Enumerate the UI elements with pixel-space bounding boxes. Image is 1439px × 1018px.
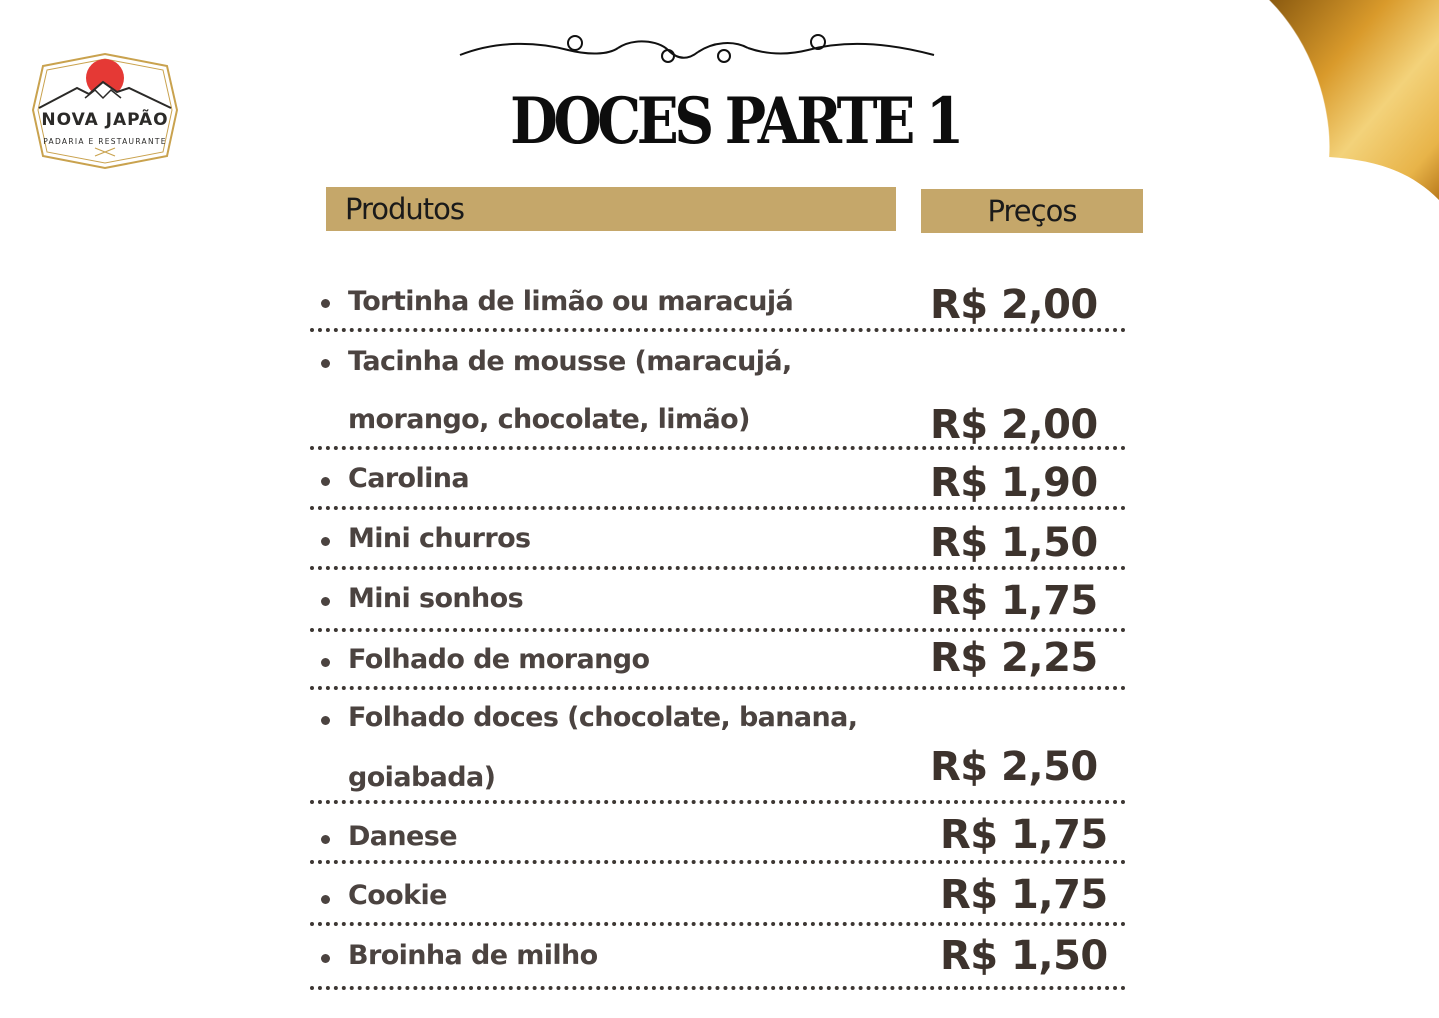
item-price: R$ 1,50: [940, 933, 1108, 979]
item-price: R$ 2,00: [930, 282, 1098, 328]
list-item: [310, 864, 1126, 926]
item-price: R$ 2,50: [930, 744, 1098, 790]
page-title: DOCES PARTE 1: [510, 84, 960, 159]
logo: [25, 52, 185, 170]
list-item: [310, 270, 1126, 332]
prices-header: Preços: [921, 189, 1143, 233]
item-name: Folhado doces (chocolate, banana,: [348, 702, 858, 733]
bullet-icon: [321, 716, 330, 725]
item-name: Tortinha de limão ou maracujá: [348, 286, 794, 317]
item-price: R$ 1,75: [930, 578, 1098, 624]
item-price: R$ 2,00: [930, 402, 1098, 448]
item-price: R$ 1,75: [940, 872, 1108, 918]
logo-subtitle: PADARIA E RESTAURANTE: [43, 137, 167, 146]
item-name: Mini sonhos: [348, 583, 524, 614]
item-price: R$ 2,25: [930, 635, 1098, 681]
list-item: [310, 332, 1126, 450]
item-name: Danese: [348, 821, 457, 852]
item-price: R$ 1,75: [940, 812, 1108, 858]
bullet-icon: [321, 537, 330, 546]
list-item: [310, 690, 1126, 804]
bullet-icon: [321, 954, 330, 963]
bullet-icon: [321, 895, 330, 904]
list-item: [310, 804, 1126, 864]
decorative-flourish: [458, 30, 936, 70]
item-price: R$ 1,90: [930, 460, 1098, 506]
bullet-icon: [321, 658, 330, 667]
item-name: Broinha de milho: [348, 940, 598, 971]
bullet-icon: [321, 299, 330, 308]
page-curl-corner: [1234, 0, 1439, 205]
list-item: [310, 632, 1126, 690]
logo-brand-name: NOVA JAPÃO: [41, 110, 169, 130]
list-item: [310, 926, 1126, 990]
item-name: Tacinha de mousse (maracujá,: [348, 346, 792, 377]
item-name: Cookie: [348, 880, 447, 911]
list-item: [310, 450, 1126, 510]
item-price: R$ 1,50: [930, 520, 1098, 566]
bullet-icon: [321, 477, 330, 486]
item-name-continued: goiabada): [348, 762, 496, 793]
item-name: Carolina: [348, 463, 470, 494]
list-item: [310, 570, 1126, 632]
products-header: Produtos: [326, 187, 896, 231]
item-name: Mini churros: [348, 523, 531, 554]
list-item: [310, 510, 1126, 570]
item-name-continued: morango, chocolate, limão): [348, 404, 750, 435]
bullet-icon: [321, 359, 330, 368]
item-name: Folhado de morango: [348, 644, 650, 675]
bullet-icon: [321, 597, 330, 606]
bullet-icon: [321, 835, 330, 844]
